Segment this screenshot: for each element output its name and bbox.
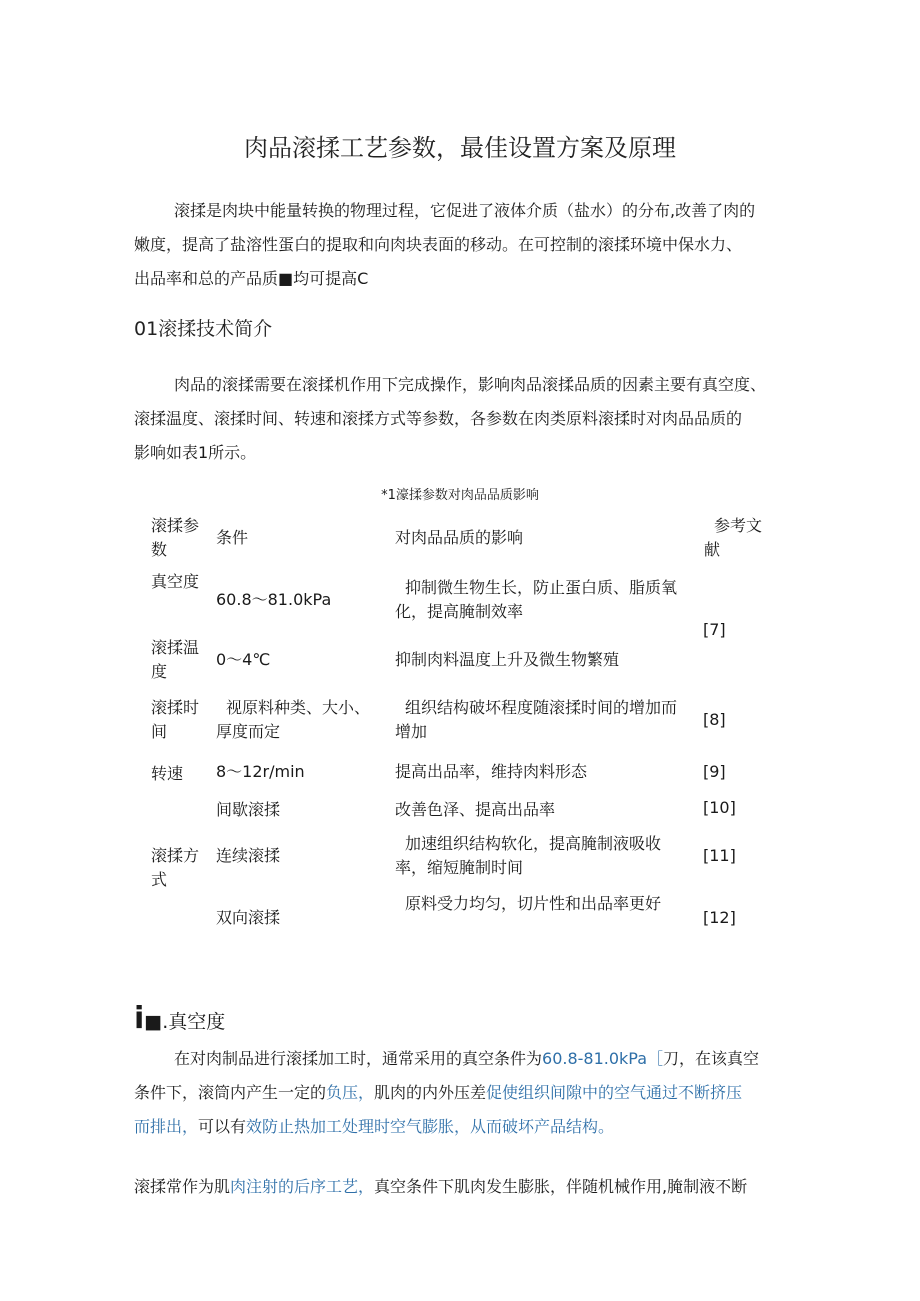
vacuum-line-3: 而排出，可以有效防止热加工处理时空气膨胀，从而破坏产品结构。: [134, 1117, 615, 1136]
row-bidirectional-effect: 原料受力均匀，切片性和出品率更好: [405, 894, 662, 913]
row-ref-9: [9]: [703, 762, 726, 781]
section-heading-vacuum: i■.真空度: [134, 1001, 226, 1036]
intro-line-3: 出品率和总的产品质■均可提高C: [134, 269, 369, 288]
row-temperature-param: 滚揉温 度: [151, 638, 200, 681]
vacuum-paragraph: [134, 1042, 804, 1144]
section1-line-2: 滚揉温度、滚揉时间、转速和滚揉方式等参数，各参数在肉类原料滚揉时对肉品品质的: [134, 409, 743, 428]
row-time-effect: 组织结构破坏程度随滚揉时间的增加而 增加: [395, 698, 678, 741]
section1-paragraph: [134, 368, 794, 470]
row-ref-10: [10]: [703, 798, 736, 817]
section1-line-3: 影响如表1所示。: [134, 443, 257, 462]
section1-line-1: 肉品的滚揉需要在滚揉机作用下完成操作，影响肉品滚揉品质的因素主要有真空度、: [174, 375, 767, 394]
last-paragraph: 滚揉常作为肌肉注射的后序工艺，真空条件下肌肉发生膨胀，伴随机械作用,腌制液不断: [134, 1177, 748, 1196]
section-heading-01: 01滚揉技术简介: [134, 318, 273, 340]
row-ref-7: [7]: [703, 620, 726, 639]
row-temperature-effect: 抑制肉料温度上升及微生物繁殖: [395, 650, 620, 669]
row-speed-effect: 提高出品率，维持肉料形态: [395, 762, 588, 781]
header-reference: 参考文 献: [704, 516, 763, 559]
row-intermittent-condition: 间歇滚揉: [216, 800, 281, 819]
row-vacuum-param: 真空度: [151, 572, 200, 591]
row-speed-condition: 8〜12r/min: [216, 762, 305, 781]
header-effect: 对肉品品质的影响: [395, 528, 524, 547]
vacuum-line-2: 条件下，滚筒内产生一定的负压，肌肉的内外压差促使组织间隙中的空气通过不断挤压: [134, 1083, 743, 1102]
row-intermittent-effect: 改善色泽、提高出品率: [395, 800, 556, 819]
row-continuous-effect: 加速组织结构软化，提高腌制液吸收 率，缩短腌制时间: [395, 834, 662, 877]
row-method-param: 滚揉方 式: [151, 846, 200, 889]
row-bidirectional-condition: 双向滚揉: [216, 908, 281, 927]
row-vacuum-effect: 抑制微生物生长，防止蛋白质、脂质氧 化，提高腌制效率: [395, 578, 678, 621]
header-param: 滚揉参 数: [151, 516, 200, 559]
row-speed-param: 转速: [151, 764, 184, 783]
row-ref-12: [12]: [703, 908, 736, 927]
row-ref-11: [11]: [703, 846, 736, 865]
intro-line-2: 嫩度，提高了盐溶性蛋白的提取和向肉块表面的移动。在可控制的滚揉环境中保水力、: [134, 235, 743, 254]
page-title: 肉品滚揉工艺参数，最佳设置方案及原理: [244, 134, 676, 162]
row-ref-8: [8]: [703, 710, 726, 729]
header-condition: 条件: [216, 528, 249, 547]
row-temperature-condition: 0〜4℃: [216, 650, 271, 669]
vacuum-line-1: 在对肉制品进行滚揉加工时，通常采用的真空条件为60.8-81.0kPa［刀，在该真空: [174, 1049, 760, 1068]
intro-line-1: 滚揉是肉块中能量转换的物理过程，它促进了液体介质（盐水）的分布,改善了肉的: [174, 201, 756, 220]
row-time-condition: 视原料种类、大小、 厚度而定: [216, 698, 371, 741]
row-vacuum-condition: 60.8〜81.0kPa: [216, 590, 332, 609]
row-continuous-condition: 连续滚揉: [216, 846, 281, 865]
intro-paragraph: [134, 194, 794, 296]
row-time-param: 滚揉时 间: [151, 698, 200, 741]
table-caption: *1濠揉参数对肉品品质影响: [381, 488, 539, 503]
